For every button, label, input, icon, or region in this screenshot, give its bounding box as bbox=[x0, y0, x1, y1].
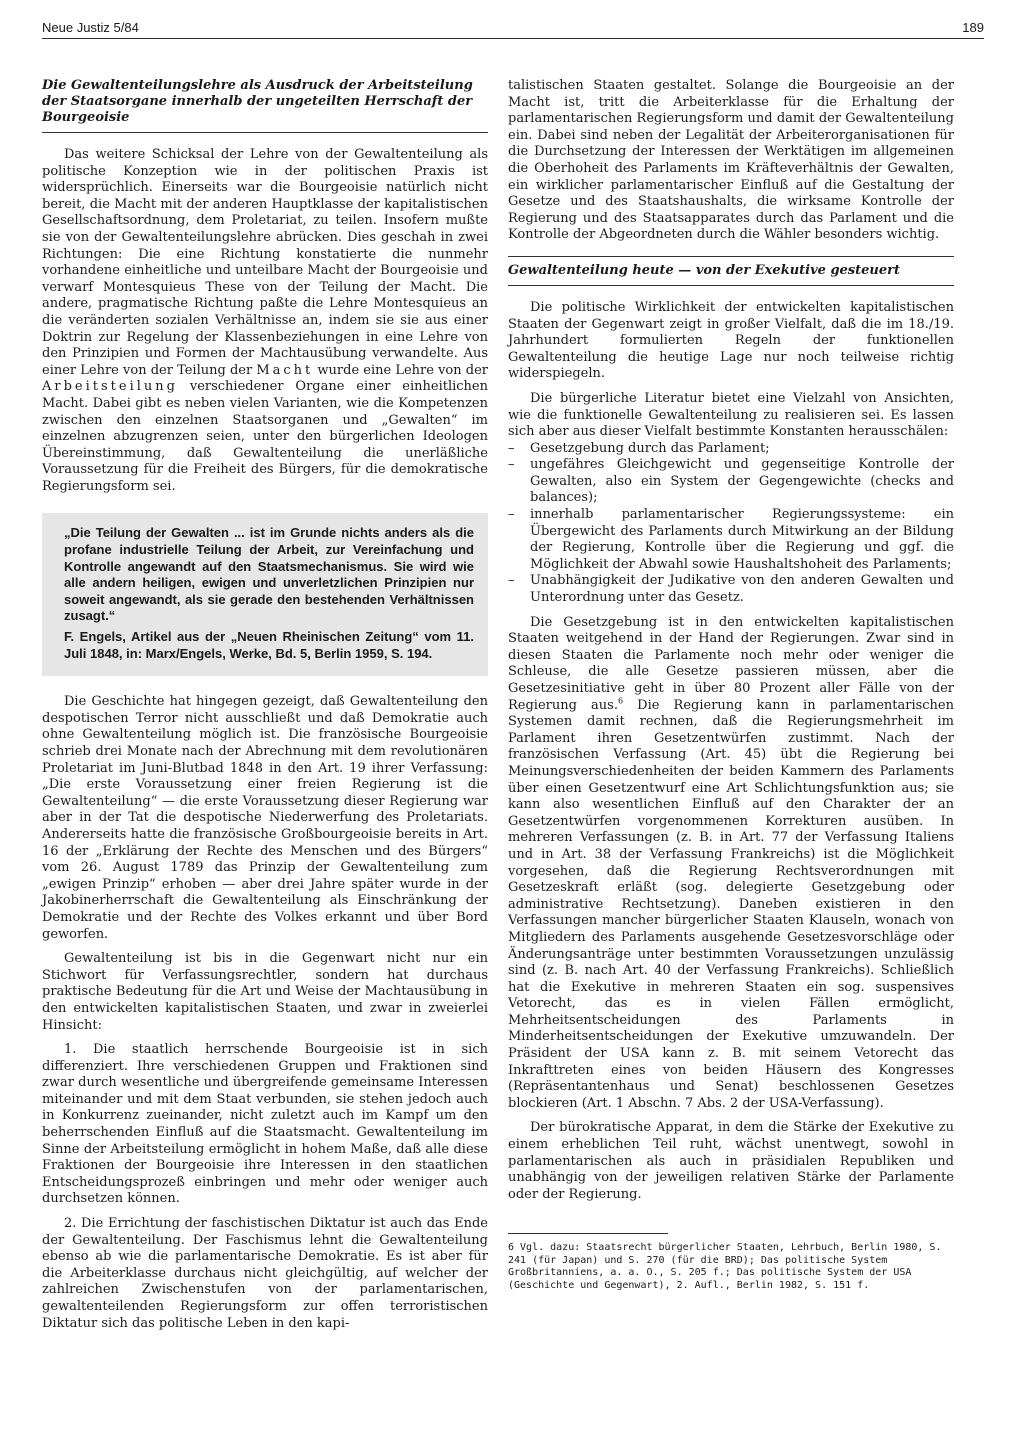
page-number: 189 bbox=[962, 20, 984, 35]
footnote-rule bbox=[508, 1233, 668, 1234]
paragraph: Der bürokratische Apparat, in dem die Stärke der Exekutive zu einem erheblichen Teil ruht, wächst unentwegt, sowohl in parlamentarischen als auch in präsidialen Republiken und unabhängig von der jeweiligen relativen Stärke der Parlamente oder der Regierung. bbox=[508, 1120, 954, 1202]
footnote: 6 Vgl. dazu: Staatsrecht bürgerlicher Staaten, Lehrbuch, Berlin 1980, S. 241 (für Japan) und S. 270 (für die BRD); Das politische System Großbritanniens, a. a. O., S. 205 f.; Das politische System der USA (Geschichte und Gegenwart), 2. Aufl., Berlin 1982, S. 151 f. bbox=[508, 1242, 942, 1291]
spaced-word-arbeitsteilung: Arbeitsteilung bbox=[42, 379, 178, 395]
paragraph: Gewaltenteilung ist bis in die Gegenwart nicht nur ein Stichwort für Verfassungsrechtler, sondern hat durchaus praktische Bedeutung für die Art und Weise der Machtausübung in den entwickelten kapitalistischen Staaten, und zwar in zweierlei Hinsicht: bbox=[42, 951, 488, 1033]
paragraph: 1. Die staatlich herrschende Bourgeoisie ist in sich differenziert. Ihre verschiedenen Gruppen und Fraktionen sind zwar durch wesentliche und übergreifende gemeinsame Interessen miteinander und mit dem Staat verbunden, sie stehen jedoch auch in Konkurrenz zueinander, nicht zuletzt auch im Kampf um den beherrschenden Einfluß auf die Staatsmacht. Gewaltenteilung im Sinne der Arbeitsteilung ermöglicht in hohem Maße, daß alle diese Fraktionen der Bourgeoisie ihre Interessen in den staatlichen Entscheidungsprozeß einbringen und mehr oder weniger auch durchsetzen können. bbox=[42, 1042, 488, 1207]
quote-box bbox=[42, 513, 488, 676]
paragraph: talistischen Staaten gestaltet. Solange die Bourgeoisie an der Macht ist, tritt die Arbeiterklasse für die Erhaltung der parlamentarischen Regierungsform und damit der Gewaltenteilung ein. Dabei sind neben der Legalität der Arbeiterorganisationen für die Durchsetzung der Interessen der Werktätigen im allgemeinen die Oberhoheit des Parlaments im Kräfteverhältnis der Gewalten, ein wirklicher parlamentarischer Einfluß auf die Gestaltung der Gesetze und des Staatshaushalts, die wirksame Kontrolle der Regierung und des Staatsapparates durch das Parlament und die Kontrolle der Abgeordneten durch die Wähler besonders wichtig. bbox=[508, 78, 954, 243]
dash-list bbox=[508, 441, 954, 607]
quote-text: „Die Teilung der Gewalten ... ist im Grunde nichts anders als die profane industrielle Teilung der Arbeit, zur Vereinfachung und Kontrolle angewandt auf den Staatsmechanismus. Sie wird wie alle andern heiligen, ewigen und unverletzlichen Prinzipien nur soweit angewandt, als sie gerade den bestehenden Verhältnissen zusagt.“ bbox=[64, 525, 474, 624]
quote-source: F. Engels, Artikel aus der „Neuen Rheinischen Zeitung“ vom 11. Juli 1848, in: Marx/Engels, Werke, Bd. 5, Berlin 1959, S. 194. bbox=[64, 629, 474, 661]
heading-rule bbox=[508, 285, 954, 286]
list-item: – Unabhängigkeit der Judikative von den anderen Gewalten und Unterordnung unter das Gesetz. bbox=[508, 573, 954, 606]
section-heading-2: Gewaltenteilung heute — von der Exekutive gesteuert bbox=[508, 262, 900, 278]
paragraph: 2. Die Errichtung der faschistischen Diktatur ist auch das Ende der Gewaltenteilung. Der Faschismus lehnt die Gewaltenteilung ebenso ab wie die parlamentarische Demokratie. Es ist aber für die Arbeiterklasse durchaus nicht gleichgültig, auf welcher der zahlreichen Zwischenstufen von der parlamentarischen, gewaltenteilenden Regierungsform zur offen terroristischen Diktatur sich das politische Leben in den kapi- bbox=[42, 1216, 488, 1331]
paragraph: Die politische Wirklichkeit der entwickelten kapitalistischen Staaten der Gegenwart zeigt in großer Vielfalt, daß die im 18./19. Jahrhundert formulierten Regeln der funktionellen Gewaltenteilung die heutige Lage nur noch teilweise richtig widerspiegeln. bbox=[508, 299, 954, 382]
left-column bbox=[42, 78, 488, 1332]
paragraph: Die Gesetzgebung ist in den entwickelten kapitalistischen Staaten weitgehend in der Hand der Regierungen. Zwar sind in diesen Staaten die Parlamente noch mehr oder weniger die Schleuse, die alle Gesetze passieren müssen, aber die Gesetzesinitiative geht in über 80 Prozent aller Fälle von der Regierung aus.$^6$ Die Regierung kann in parlamentarischen Systemen damit rechnen, daß die Regierungsmehrheit im Parlament ihren Gesetzentwürfen zustimmt. Nach der französischen Verfassung (Art. 45) übt die Regierung bei Meinungsverschiedenheiten der beiden Kammern des Parlaments über einen Gesetzentwurf eine Art Schlichtungsfunktion aus; sie kann also wesentlichen Einfluß auf den Charakter der an Gesetzentwürfen vorgenommenen Korrekturen ausüben. In mehreren Verfassungen (z. B. in Art. 77 der Verfassung Italiens und in Art. 38 der Verfassung Frankreichs) ist die Möglichkeit vorgesehen, daß die Regierung Rechtsverordnungen mit Gesetzeskraft erläßt (sog. delegierte Gesetzgebung oder administrative Rechtsetzung). Daneben existieren in den Verfassungen mancher bürgerlicher Staaten Klauseln, wonach von Mitgliedern des Parlaments ausgehende Gesetzesvorschläge oder Änderungsanträge unter bestimmten Voraussetzungen unzulässig sind (z. B. nach Art. 40 der Verfassung Frankreichs). Schließlich hat die Exekutive in mehreren Staaten ein sog. suspensives Vetorecht, das es in vielen Fällen ermöglicht, Mehrheitsentscheidungen des Parlaments in Minderheitsentscheidungen der Exekutive umzuwandeln. Der Präsident der USA kann z. B. mit seinem Vetorecht das Inkrafttreten eines von beiden Häusern des Kongresses (Repräsentantenhaus und Senat) beschlossenen Gesetzes blockieren (Art. 1 Abschn. 7 Abs. 2 der USA-Verfassung). bbox=[508, 614, 954, 1111]
header-rule bbox=[42, 38, 984, 39]
journal-name: Neue Justiz 5/84 bbox=[42, 20, 139, 35]
list-item: – ungefähres Gleichgewicht und gegenseitige Kontrolle der Gewalten, also ein System der Gegengewichte (checks and balances); bbox=[508, 457, 954, 507]
paragraph: Die bürgerliche Literatur bietet eine Vielzahl von Ansichten, wie die funktionelle Gewaltenteilung zu realisieren sei. Es lassen sich aber aus dieser Vielfalt bestimmte Konstanten herausschälen: bbox=[508, 390, 954, 440]
section-heading-1: Die Gewaltenteilungslehre als Ausdruck der Arbeitsteilung der Staatsorgane innerhalb der ungeteilten Herrschaft der Bourgeoisie bbox=[42, 78, 473, 125]
spaced-word-macht: Macht bbox=[256, 362, 314, 378]
heading-rule bbox=[42, 132, 488, 133]
paragraph: Die Geschichte hat hingegen gezeigt, daß Gewaltenteilung den despotischen Terror nicht ausschließt und daß Demokratie auch ohne Gewaltenteilung möglich ist. Die französische Bourgeoisie schrieb drei Monate nach der Abrechnung mit dem revolutionären Proletariat im Juni-Blutbad 1848 in den Art. 19 ihrer Verfassung: „Die erste Voraussetzung einer freien Regierung ist die Gewaltenteilung“ — die erste Voraussetzung dieser Regierung war aber in der Tat die despotische Niederwerfung des Proletariats. Andererseits hatte die französische Großbourgeoisie bereits in Art. 16 der „Erklärung der Rechte des Menschen und des Bürgers“ vom 26. August 1789 das Prinzip der Gewaltenteilung zum „ewigen Prinzip“ erhoben — aber drei Jahre später wurde in der Jakobinerherrschaft die Gewaltenteilung als Einschränkung der Demokratie und der Rechte des Volkes erkannt und über Bord geworfen. bbox=[42, 694, 488, 942]
list-item: – Gesetzgebung durch das Parlament; bbox=[508, 441, 954, 458]
right-column bbox=[508, 78, 954, 1292]
list-item: – innerhalb parlamentarischer Regierungssysteme: ein Übergewicht des Parlaments durch Mitwirkung an der Bildung der Regierung, Kontrolle über die Regierung und ggf. die Möglichkeit der Abwahl sowie Haushaltshoheit des Parlaments; bbox=[508, 507, 954, 573]
section-rule bbox=[508, 256, 954, 257]
page-header bbox=[42, 20, 984, 46]
paragraph: Das weitere Schicksal der Lehre von der Gewaltenteilung als politische Konzeption wie in der politischen Praxis ist widersprüchlich. Einerseits war die Bourgeoisie natürlich nicht bereit, die Macht mit der anderen Hauptklasse der kapitalistischen Gesellschaftsordnung, dem Proletariat, zu teilen. Insofern mußte sie von der Gewaltenteilungslehre abrücken. Dies geschah in zwei Richtungen: Die eine Richtung konstatierte die nunmehr vorhandene einheitliche und unteilbare Macht der Bourgeoisie und verwarf Montesquieus These von der Teilung der Macht. Die andere, pragmatische Richtung paßte die Lehre Montesquieus an die veränderten sozialen Verhältnisse an, indem sie sie aus einer Doktrin zur Regelung der Klassenbeziehungen in eine Lehre von den Prinzipien und Formen der Machtausübung verwandelte. Aus einer Lehre von der Teilung der Macht wurde eine Lehre von der Arbeitsteilung verschiedener Organe einer einheitlichen Macht. Dabei gibt es neben vielen Varianten, wie die Kompetenzen zwischen den einzelnen Staatsorganen und „Gewalten“ im einzelnen abzugrenzen seien, unter den bürgerlichen Ideologen Übereinstimmung, daß Gewaltenteilung die unerläßliche Voraussetzung für die Freiheit des Bürgers, für die demokratische Regierungsform sei. bbox=[42, 147, 489, 494]
footnote-marker: 6 bbox=[617, 696, 624, 706]
